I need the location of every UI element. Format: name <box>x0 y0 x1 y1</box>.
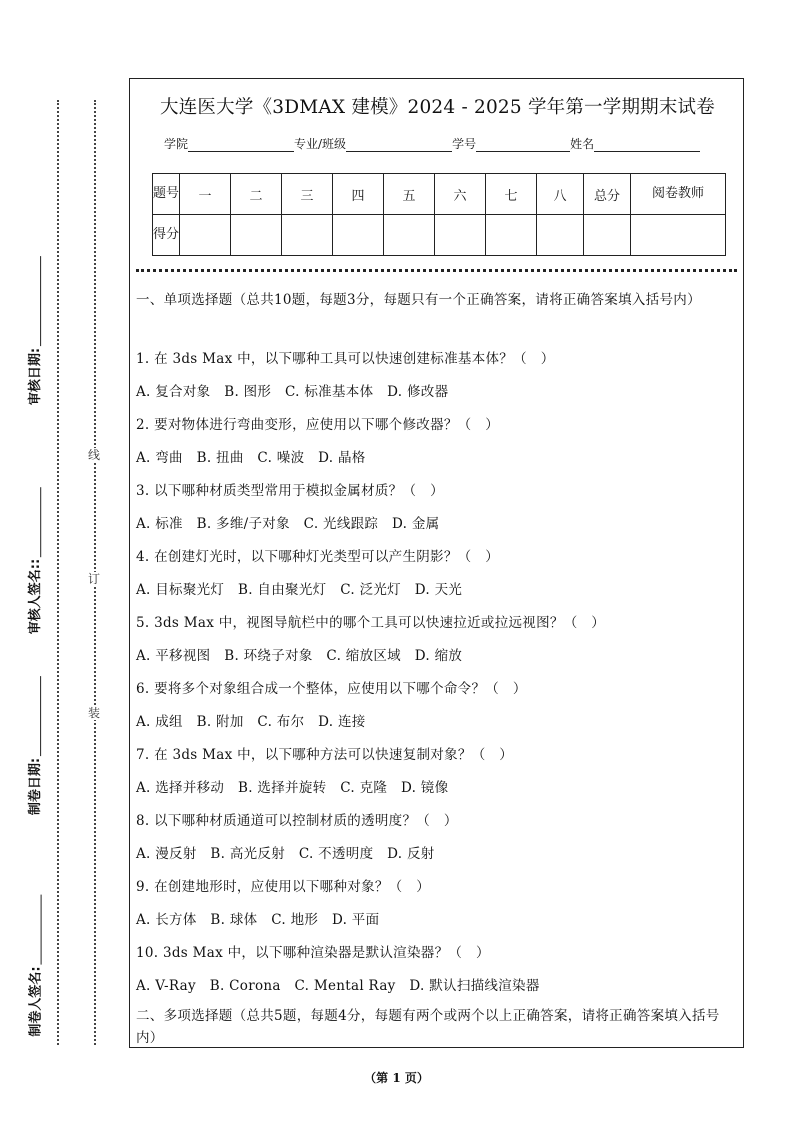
question-text: 4. 在创建灯光时，以下哪种灯光类型可以产生阴影？（ ） <box>136 549 500 565</box>
page-footer: （第 1 页） <box>364 1071 429 1085</box>
score-table-header-row <box>153 174 726 215</box>
score-table-row-label: 题号 <box>153 174 180 215</box>
score-cell[interactable] <box>384 215 435 256</box>
maker-date-field[interactable] <box>4 670 64 820</box>
score-col-grader: 阅卷教师 <box>631 174 726 215</box>
score-cell[interactable] <box>537 215 584 256</box>
question-text: 7. 在 3ds Max 中，以下哪种方法可以快速复制对象？（ ） <box>136 747 514 763</box>
question-text: 8. 以下哪种材质通道可以控制材质的透明度？（ ） <box>136 813 458 829</box>
student-info-row <box>164 135 700 152</box>
section2-heading: 二、多项选择题（总共5题，每题4分，每题有两个或两个以上正确答案，请将正确答案填入括号内） <box>136 1008 720 1046</box>
question-text: 6. 要将多个对象组合成一个整体，应使用以下哪个命令？（ ） <box>136 681 527 697</box>
major-field[interactable] <box>346 138 452 152</box>
score-cell[interactable] <box>180 215 231 256</box>
reviewer-date-field[interactable] <box>4 260 64 405</box>
score-table <box>152 173 726 256</box>
question-text: 10. 3ds Max 中，以下哪种渲染器是默认渲染器？（ ） <box>136 945 490 961</box>
question-text: 3. 以下哪种材质类型常用于模拟金属材质？（ ） <box>136 483 444 499</box>
major-label: 专业/班级 <box>294 137 347 151</box>
question-text: 1. 在 3ds Max 中，以下哪种工具可以快速创建标准基本体？（ ） <box>136 351 555 367</box>
question-options: A. 成组 B. 附加 C. 布尔 D. 连接 <box>136 714 366 730</box>
reviewer-sign-label: 审核人签名:: <box>28 558 44 634</box>
college-field[interactable] <box>188 138 294 152</box>
question-options: A. V-Ray B. Corona C. Mental Ray D. 默认扫描线渲染器 <box>136 978 540 994</box>
binding-mark-line: 线 <box>84 448 104 462</box>
maker-sign-field[interactable] <box>4 890 64 1040</box>
exam-title: 大连医大学《3DMAX 建模》2024 - 2025 学年第一学期期末试卷 <box>160 97 715 118</box>
score-cell[interactable] <box>435 215 486 256</box>
section-separator <box>136 269 737 272</box>
score-col-8: 八 <box>537 174 584 215</box>
score-table-score-row <box>153 215 726 256</box>
question-options: A. 漫反射 B. 高光反射 C. 不透明度 D. 反射 <box>136 846 435 862</box>
exam-frame <box>129 78 744 1048</box>
score-col-4: 四 <box>333 174 384 215</box>
score-table-row-label: 得分 <box>153 215 180 256</box>
score-col-total: 总分 <box>584 174 631 215</box>
score-cell[interactable] <box>486 215 537 256</box>
reviewer-date-label: 审核日期: <box>28 347 44 405</box>
score-cell[interactable] <box>333 215 384 256</box>
question-options: A. 复合对象 B. 图形 C. 标准基本体 D. 修改器 <box>136 384 449 400</box>
score-col-7: 七 <box>486 174 537 215</box>
score-cell[interactable] <box>282 215 333 256</box>
reviewer-sign-field[interactable] <box>4 470 64 650</box>
score-col-6: 六 <box>435 174 486 215</box>
question-text: 2. 要对物体进行弯曲变形，应使用以下哪个修改器？（ ） <box>136 417 500 433</box>
maker-sign-label: 制卷人签名: <box>28 965 44 1037</box>
question-options: A. 标准 B. 多维/子对象 C. 光线跟踪 D. 金属 <box>136 516 440 532</box>
score-col-2: 二 <box>231 174 282 215</box>
question-options: A. 弯曲 B. 扭曲 C. 噪波 D. 晶格 <box>136 450 366 466</box>
score-col-3: 三 <box>282 174 333 215</box>
score-cell[interactable] <box>631 215 726 256</box>
binding-mark-zhuang: 装 <box>84 706 104 720</box>
question-text: 5. 3ds Max 中，视图导航栏中的哪个工具可以快速拉近或拉远视图？（ ） <box>136 615 606 631</box>
score-cell[interactable] <box>231 215 282 256</box>
score-col-1: 一 <box>180 174 231 215</box>
score-col-5: 五 <box>384 174 435 215</box>
question-options: A. 长方体 B. 球体 C. 地形 D. 平面 <box>136 912 380 928</box>
student-id-label: 学号 <box>452 137 477 151</box>
section1-heading: 一、单项选择题（总共10题，每题3分，每题只有一个正确答案，请将正确答案填入括号内） <box>136 292 701 308</box>
college-label: 学院 <box>164 137 189 151</box>
question-options: A. 平移视图 B. 环绕子对象 C. 缩放区域 D. 缩放 <box>136 648 463 664</box>
question-options: A. 选择并移动 B. 选择并旋转 C. 克隆 D. 镜像 <box>136 780 449 796</box>
name-field[interactable] <box>594 138 700 152</box>
student-id-field[interactable] <box>476 138 570 152</box>
question-text: 9. 在创建地形时，应使用以下哪种对象？（ ） <box>136 879 431 895</box>
question-options: A. 目标聚光灯 B. 自由聚光灯 C. 泛光灯 D. 天光 <box>136 582 463 598</box>
maker-date-label: 制卷日期: <box>28 757 44 815</box>
binding-mark-ding: 订 <box>84 572 104 586</box>
name-label: 姓名 <box>570 137 595 151</box>
score-cell[interactable] <box>584 215 631 256</box>
